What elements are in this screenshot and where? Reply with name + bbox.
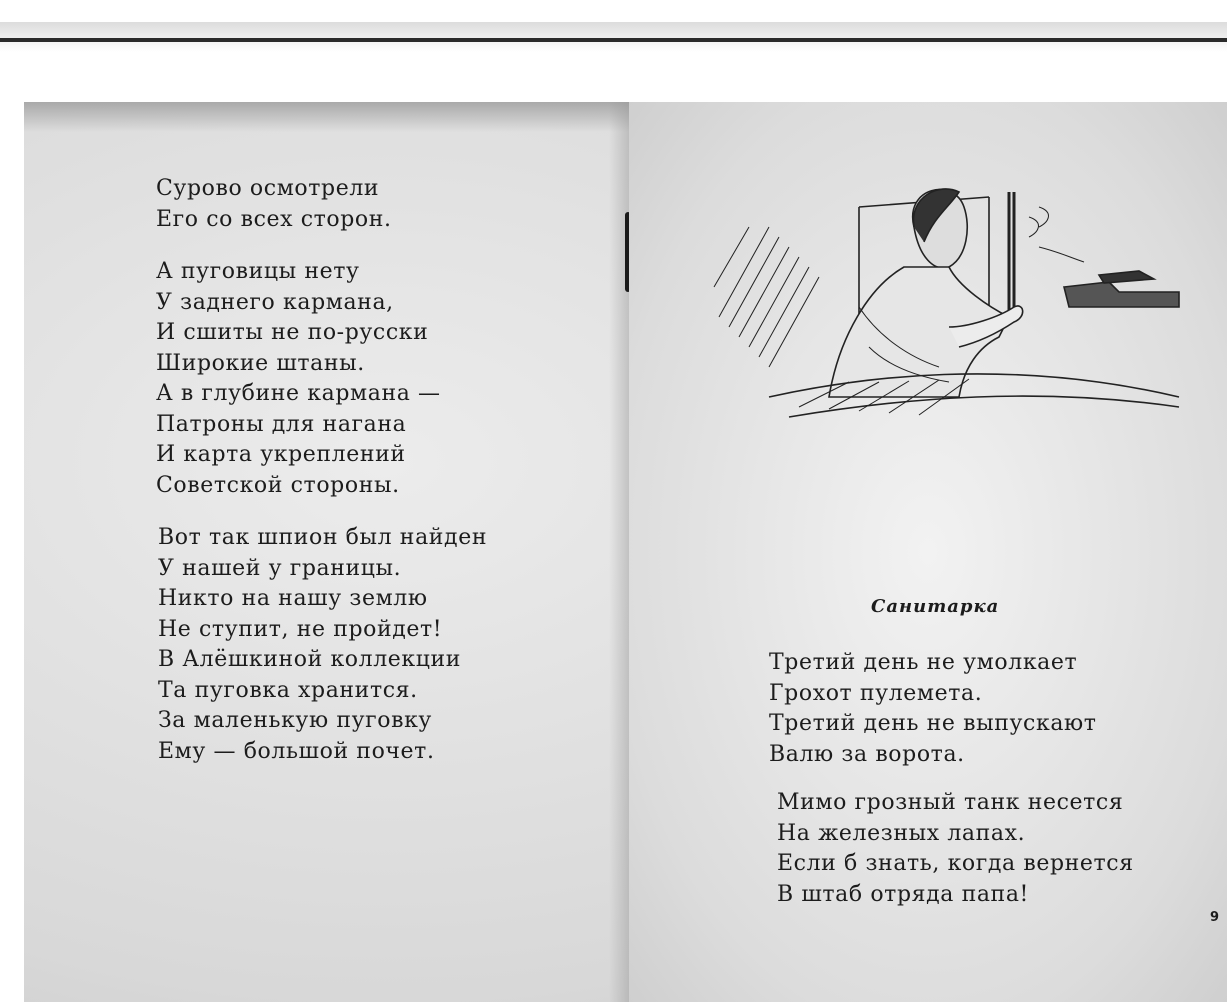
verse-line: В штаб отряда папа! [777, 881, 1029, 907]
verse-line: На железных лапах. [777, 820, 1026, 846]
stanza [156, 174, 392, 235]
right-page [629, 102, 1227, 1002]
verse-line: Советской стороны. [156, 472, 400, 498]
scan-edge-line [0, 38, 1227, 42]
verse-line: За маленькую пуговку [158, 708, 432, 733]
verse-line: Мимо грозный танк несется [777, 790, 1124, 815]
verse-line: Не ступит, не пройдет! [158, 616, 443, 642]
verse-line: Если б знать, когда вернется [777, 851, 1134, 876]
book-spread [24, 102, 1227, 1002]
stanza [158, 523, 487, 767]
verse-line: Та пуговка хранится. [158, 677, 418, 703]
verse-line: А пуговицы нету [156, 259, 360, 284]
verse-line: В Алёшкиной коллекции [158, 647, 462, 672]
verse-line: Никто на нашу землю [158, 586, 428, 611]
verse-line: Патроны для нагана [156, 411, 407, 437]
verse-line: И карта укреплений [156, 442, 406, 467]
verse-line: А в глубине кармана — [156, 381, 441, 406]
left-page [24, 102, 629, 1002]
verse-line: Широкие штаны. [156, 350, 365, 376]
girl-at-window-illustration [709, 167, 1189, 437]
verse-line: Третий день не выпускают [769, 711, 1097, 736]
verse-line: Валю за ворота. [769, 741, 965, 767]
verse-line: Его со всех сторон. [156, 206, 392, 232]
verse-line: Вот так шпион был найден [158, 525, 488, 550]
stanza [769, 648, 1097, 770]
scan-top-shadow [0, 22, 1227, 52]
verse-line: У заднего кармана, [156, 289, 394, 315]
verse-line: Сурово осмотрели [156, 176, 380, 201]
poem-title: Санитарка [871, 596, 1000, 617]
stanza [156, 257, 441, 501]
verse-line: У нашей у границы. [158, 555, 402, 581]
verse-line: Грохот пулемета. [769, 680, 983, 706]
page-number: 9 [1209, 910, 1219, 925]
stanza [777, 788, 1134, 910]
verse-line: Ему — большой почет. [158, 738, 435, 764]
verse-line: И сшиты не по-русски [156, 320, 429, 345]
verse-line: Третий день не умолкает [769, 650, 1078, 675]
